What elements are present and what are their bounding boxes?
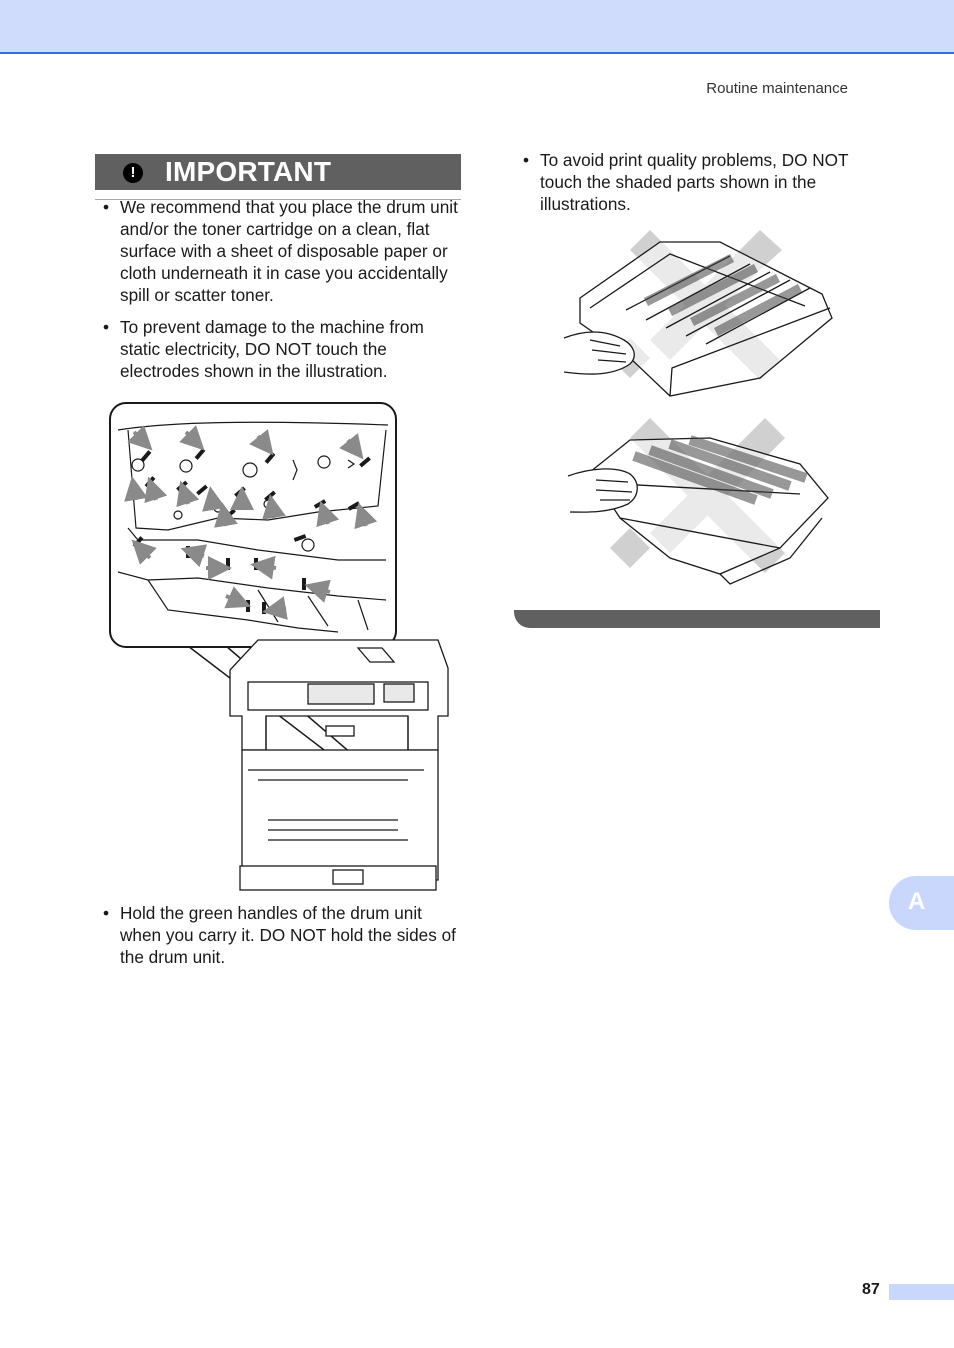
drum-unit-top bbox=[564, 242, 832, 396]
drum-unit-bottom bbox=[568, 438, 828, 584]
bullet-left-3 bbox=[103, 902, 462, 968]
bullet-dot: • bbox=[103, 903, 110, 923]
running-head: Routine maintenance bbox=[706, 80, 848, 97]
exclamation-icon: ! bbox=[123, 163, 143, 183]
bullet-dot: • bbox=[103, 317, 110, 337]
page-number: 87 bbox=[862, 1281, 880, 1298]
bullet-text: To avoid print quality problems, DO NOT touch the shaded parts shown in the illustrations. bbox=[540, 150, 849, 214]
important-title: IMPORTANT bbox=[165, 156, 332, 187]
bullet-left-1 bbox=[103, 196, 462, 306]
drum-unit-illustration bbox=[560, 228, 836, 598]
printer-machine bbox=[230, 640, 448, 890]
bullet-dot: • bbox=[523, 150, 530, 170]
bullet-text: We recommend that you place the drum unit and/or the toner cartridge on a clean, flat surface with a sheet of disposable paper or cloth underneath it in case you accidentally spill or scatter toner. bbox=[120, 197, 458, 305]
electrode-callout-box bbox=[110, 403, 396, 647]
bullet-text: To prevent damage to the machine from static electricity, DO NOT touch the electrodes shown in the illustration. bbox=[120, 317, 424, 381]
appendix-side-tab bbox=[889, 876, 954, 930]
bullet-left-2 bbox=[103, 316, 462, 382]
page-number-bar bbox=[889, 1284, 954, 1300]
section-end-bar bbox=[514, 610, 880, 628]
top-header-band bbox=[0, 0, 954, 54]
important-banner bbox=[95, 154, 461, 190]
bullet-dot: • bbox=[103, 197, 110, 217]
side-tab-label: A bbox=[908, 888, 926, 915]
bullet-right-1 bbox=[523, 149, 882, 215]
bullet-text: Hold the green handles of the drum unit when you carry it. DO NOT hold the sides of the drum unit. bbox=[120, 903, 456, 967]
electrode-illustration bbox=[108, 400, 454, 895]
